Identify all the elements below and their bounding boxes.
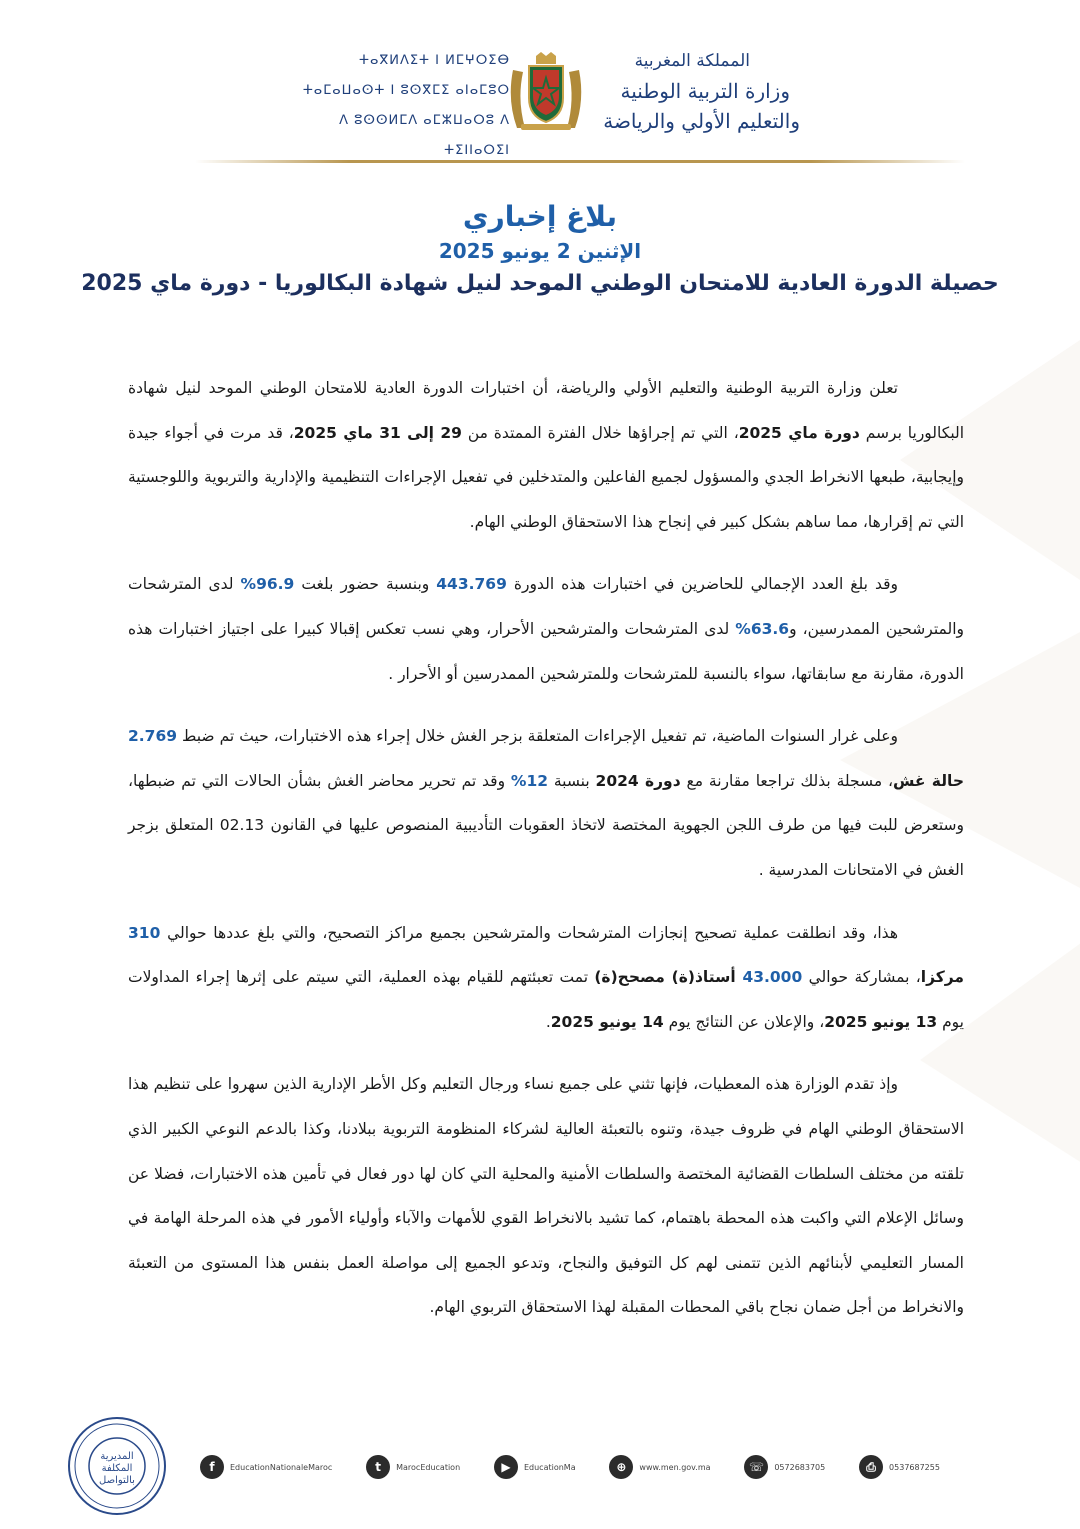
fax-icon: ⎙ <box>859 1455 883 1479</box>
p4-correctors-count: 43.000 <box>742 968 803 987</box>
p4-results-date: 14 يونيو 2025 <box>550 1012 664 1031</box>
p2-text-a: وقد بلغ العدد الإجمالي للحاضرين في اختبارات هذه الدورة <box>506 575 898 594</box>
p4-text-a: هذا، وقد انطلقت عملية تصحيح إنجازات المترشحات والمترشحين بجميع مراكز التصحيح، والتي بلغ عددها حوالي <box>160 923 898 942</box>
official-seal-icon <box>66 1415 168 1517</box>
p3-decrease-rate: 12% <box>510 771 549 790</box>
p4-correctors-label: أستاذ(ة) مصحح(ة) <box>594 968 743 987</box>
p3-text-d: بنسبة <box>548 771 596 790</box>
paragraph-5: وإذ تقدم الوزارة هذه المعطيات، فإنها تثني على جميع نساء ورجال التعليم وكل الأطر الإدارية الذين سهروا على تنظيم هذا الاستحقاق الوطني الهام في ظروف جيدة، وتنوه بالتعبئة العالية لشركاء المنظومة التربوية ببلادنا، وكذا بالدعم النوعي الكبير الذي تلقته من مختلف السلطات القضائية المختصة والسلطات الأمنية والمحلية التي كان لها دور فعال في تأمين هذه الاختبارات، فضلا عن وسائل الإعلام التي واكبت هذه المحطة باهتمام، كما تشيد بالانخراط القوي للأمهات والآباء وأولياء الأمور في هذه المرحلة الهامة في المسار التعليمي لأبنائهم الذين تتمنى لهم كل التوفيق والنجاح، وتدعو الجميع إلى مواصلة العمل بنفس هذا المستوى من التعبئة والانخراط من أجل ضمان نجاح باقي المحطات المقبلة لهذا الاستحقاق التربوي الهام. <box>128 1075 964 1317</box>
seal-text-3: بالتواصل <box>99 1475 135 1486</box>
paragraph-3 <box>128 714 964 892</box>
p4-text-c: ، بمشاركة حوالي <box>802 968 921 987</box>
p4-centers-count: 310 <box>128 923 161 942</box>
footer-facebook-label: EducationNationaleMaroc <box>230 1462 333 1472</box>
header-tifinagh-line3: ⴷ ⵓⵙⵙⵍⵎⴷ ⴰⵎⵣⵡⴰⵔⵓ ⴷ ⵜⵉⵏⵏⴰⵔⵉⵏ <box>339 113 510 158</box>
header-tifinagh-line2: ⵜⴰⵎⴰⵡⴰⵙⵜ ⵏ ⵓⵙⴳⵎⵉ ⴰⵏⴰⵎⵓⵔ <box>302 83 510 98</box>
p4-deliberation-date: 13 يونيو 2025 <box>824 1012 938 1031</box>
p4-text-f: . <box>545 1012 551 1031</box>
footer-facebook[interactable] <box>200 1455 332 1479</box>
header-tifinagh <box>300 46 510 166</box>
youtube-icon: ▶ <box>494 1455 518 1479</box>
seal-text-2: المكلفة <box>101 1463 133 1474</box>
footer-fax <box>859 1455 940 1479</box>
p1-session: دورة ماي 2025 <box>738 423 860 442</box>
p2-rate-schooled: 96.9% <box>240 575 295 594</box>
p2-total-attendees: 443.769 <box>436 575 507 594</box>
paragraph-2 <box>128 562 964 696</box>
footer-phone <box>744 1455 825 1479</box>
footer-website[interactable] <box>609 1455 710 1479</box>
header-divider <box>195 160 965 163</box>
header-kingdom: المملكة المغربية <box>634 51 750 71</box>
paragraph-4 <box>128 911 964 1045</box>
p1-text-d: ، قد مرت في أجواء جيدة وإيجابية، طبعها الانخراط الجدي والمسؤول لجميع الفاعلين والمتدخلين في تفعيل الإجراءات التنظيمية والإدارية والتربوية واللوجستية التي تم إقرارها، مما ساهم بشكل كبير في إنجاح هذا الاستحقاق الوطني الهام. <box>128 423 964 531</box>
p2-text-c: لدى المترشحات والمترشحين الممدرسين، و <box>128 575 964 638</box>
header-ministry: وزارة التربية الوطنية <box>620 79 790 103</box>
letterhead <box>0 0 1080 170</box>
press-release-date: الإثنين 2 يونيو 2025 <box>438 239 642 263</box>
header-arabic <box>560 46 800 136</box>
p1-period: 29 إلى 31 ماي 2025 <box>293 423 462 442</box>
footer-twitter[interactable] <box>366 1455 460 1479</box>
header-tifinagh-line1: ⵜⴰⴳⵍⴷⵉⵜ ⵏ ⵍⵎⵖⵔⵉⴱ <box>358 53 510 68</box>
p4-centers-label: مركزا <box>920 968 964 987</box>
p2-text-b: وبنسبة حضور بلغت <box>294 575 437 594</box>
footer-phone-label: 0572683705 <box>774 1462 826 1472</box>
phone-icon: ☏ <box>744 1455 768 1479</box>
footer-fax-label: 0537687255 <box>889 1462 940 1472</box>
p2-rate-free: 63.6% <box>735 619 790 638</box>
p3-text-c: ، مسجلة بذلك تراجعا مقارنة مع <box>680 771 893 790</box>
seal-text-1: المديرية <box>100 1451 134 1462</box>
p1-text-c: ، التي تم إجراؤها خلال الفترة الممتدة من <box>461 423 739 442</box>
title-block <box>0 200 1080 296</box>
p3-text-a: وعلى غرار السنوات الماضية، تم تفعيل الإجراءات المتعلقة بزجر الغش خلال إجراء هذه الاختبارات، حيث تم ضبط <box>177 727 898 746</box>
p3-text-e: وقد تم تحرير محاضر الغش بشأن الحالات التي تم ضبطها، وستعرض للبت فيها من طرف اللجن الجهوية المختصة لاتخاذ العقوبات التأديبية المنصوص عليها في القانون 02.13 المتعلق بزجر الغش في الامتحانات المدرسية . <box>128 771 964 879</box>
twitter-icon: t <box>366 1455 390 1479</box>
paragraph-1 <box>128 366 964 544</box>
p3-cheating-cases-count: 2.769 <box>128 727 178 746</box>
p2-text-d: لدى المترشحات والمترشحين الأحرار، وهي نسب تعكس إقبالا كبيرا على اجتياز اختبارات هذه الدورة، مقارنة مع سابقاتها، سواء بالنسبة للمترشحات وللمترشحين الممدرسين أو الأحرار . <box>128 619 964 683</box>
p4-text-d: تمت تعبئتهم للقيام بهذه العملية، التي سيتم على إثرها إجراء المداولات يوم <box>128 968 964 1031</box>
footer-twitter-label: MarocEducation <box>396 1462 461 1472</box>
press-release-body <box>128 366 964 1348</box>
globe-icon: ⊕ <box>609 1455 633 1479</box>
press-release-title: بلاغ إخباري <box>462 200 618 233</box>
footer-youtube[interactable] <box>494 1455 576 1479</box>
royal-emblem-icon <box>503 50 589 134</box>
footer-website-label: www.men.gov.ma <box>639 1462 711 1472</box>
p3-session-2024: دورة 2024 <box>595 771 681 790</box>
footer-youtube-label: EducationMa <box>523 1462 576 1472</box>
p3-cheating-cases-label: حالة غش <box>893 771 965 790</box>
p1-text-a: تعلن وزارة التربية الوطنية والتعليم الأولي والرياضة، أن اختبارات الدورة العادية للامتحان الوطني الموحد لنيل شهادة البكالوريا برسم <box>128 379 965 442</box>
header-ministry-2: والتعليم الأولي والرياضة <box>603 109 800 133</box>
press-release-subtitle: حصيلة الدورة العادية للامتحان الوطني الموحد لنيل شهادة البكالوريا - دورة ماي 2025 <box>81 271 999 296</box>
p4-text-e: ، والإعلان عن النتائج يوم <box>663 1012 825 1031</box>
facebook-icon: f <box>200 1455 224 1479</box>
contact-footer <box>200 1450 940 1484</box>
